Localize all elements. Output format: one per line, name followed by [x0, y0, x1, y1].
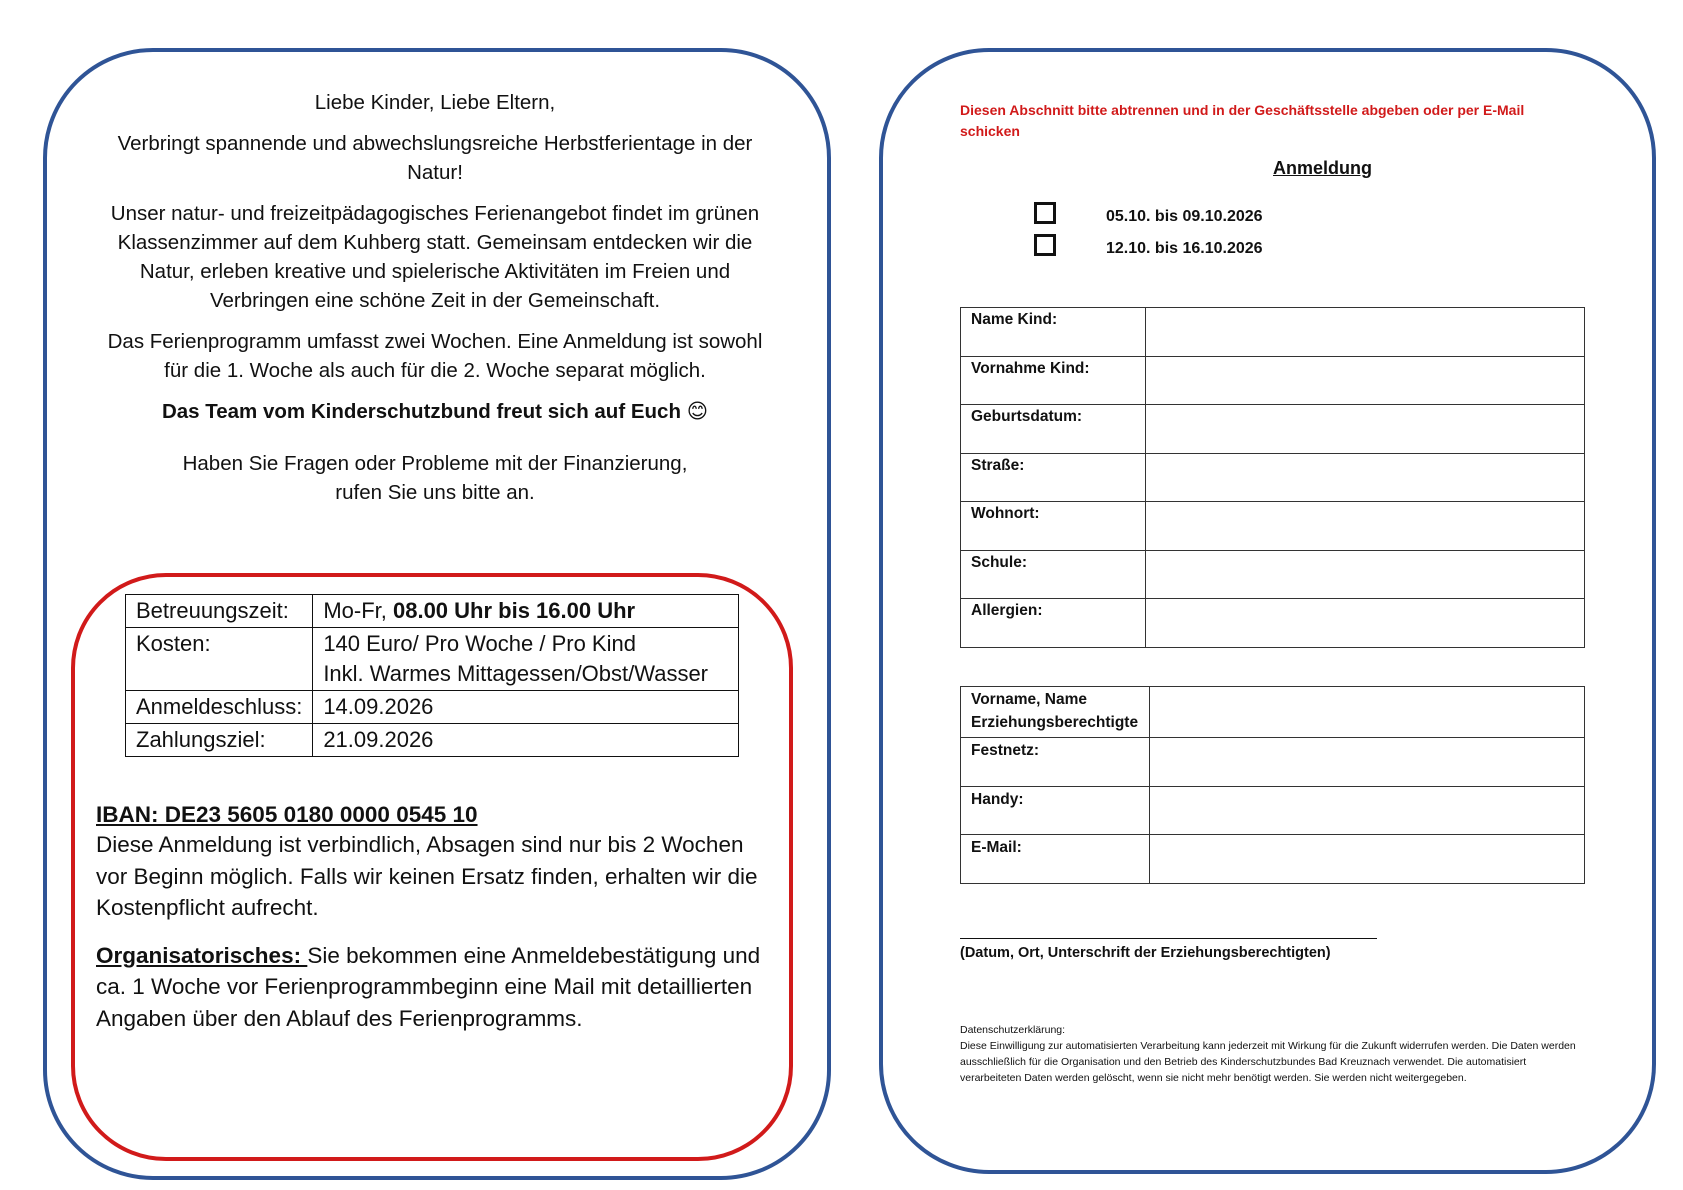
child-name-field[interactable]	[1146, 308, 1585, 357]
privacy-block	[960, 1022, 1590, 1086]
questions-line-1: Haben Sie Fragen oder Probleme mit der Finanzierung,	[182, 452, 688, 475]
description-text: Unser natur- und freizeitpädagogisches Ferienangebot findet im grünen Klassenzimmer auf dem Kuhberg statt. Gemeinsam entdecken wir die Natur, erleben kreative und spielerische Aktivitäten im Freien und Verbringen eine schöne Zeit in der Gemeinschaft.	[110, 202, 760, 312]
privacy-text: Diese Einwilligung zur automatisierten Verarbeitung kann jederzeit mit Wirkung für die Zukunft widerrufen werden. Die Daten werden ausschließlich für die Organisation und den Betrieb des Kinderschutzbundes Bad Kreuznach verwendet. Die automatisiert verarbeiteten Daten werden gelöscht, wenn sie nicht mehr benötigt werden. Sie werden nicht weitergegeben.	[960, 1040, 1576, 1084]
birthdate-field[interactable]	[1146, 405, 1585, 454]
care-hours: 08.00 Uhr bis 16.00 Uhr	[392, 598, 636, 623]
school-label: Schule:	[961, 550, 1146, 599]
parent-form-table	[960, 686, 1585, 884]
form-row	[961, 502, 1585, 551]
org-paragraph	[96, 940, 776, 1035]
week-2-label: 12.10. bis 16.10.2026	[1106, 240, 1263, 257]
birthdate-label: Geburtsdatum:	[961, 405, 1146, 454]
residence-label: Wohnort:	[961, 502, 1146, 551]
child-firstname-field[interactable]	[1146, 356, 1585, 405]
registration-heading: Anmeldung	[1273, 158, 1372, 178]
landline-label: Festnetz:	[961, 738, 1150, 787]
week-1-label: 05.10. bis 09.10.2026	[1106, 208, 1263, 225]
form-row	[961, 405, 1585, 454]
deadline-value: 14.09.2026	[313, 691, 739, 724]
info-row-payment	[126, 724, 739, 757]
info-row-deadline	[126, 691, 739, 724]
team-line	[95, 397, 775, 426]
email-label: E-Mail:	[961, 835, 1150, 884]
team-text: Das Team vom Kinderschutzbund freut sich auf Euch	[161, 400, 681, 423]
cost-value: 140 Euro/ Pro Woche / Pro Kind Inkl. Warmes Mittagessen/Obst/Wasser	[313, 628, 739, 691]
form-row	[961, 687, 1585, 738]
street-field[interactable]	[1146, 453, 1585, 502]
week-option-1[interactable]	[1034, 206, 1263, 228]
org-text: Sie bekommen eine Anmeldebestätigung und ca. 1 Woche vor Ferienprogrammbeginn eine Mail mit detaillierten Angaben über den Ablauf des Ferienprogramms.	[96, 942, 761, 1031]
deadline-label: Anmeldeschluss:	[126, 691, 313, 724]
form-row	[961, 453, 1585, 502]
intro-text: Verbringt spannende und abwechslungsreiche Herbstferientage in der Natur!	[117, 132, 753, 184]
allergies-field[interactable]	[1146, 599, 1585, 648]
mobile-label: Handy:	[961, 786, 1150, 835]
care-label: Betreuungszeit:	[126, 595, 313, 628]
child-firstname-label: Vornahme Kind:	[961, 356, 1146, 405]
program-text: Das Ferienprogramm umfasst zwei Wochen. Eine Anmeldung ist sowohl für die 1. Woche als auch für die 2. Woche separat möglich.	[107, 330, 763, 382]
info-intro-block	[95, 88, 775, 507]
payment-label: Zahlungsziel:	[126, 724, 313, 757]
payment-value: 21.09.2026	[313, 724, 739, 757]
form-row	[961, 308, 1585, 357]
info-row-care	[126, 595, 739, 628]
binding-text: Diese Anmeldung ist verbindlich, Absagen sind nur bis 2 Wochen vor Beginn möglich. Falls wir keinen Ersatz finden, erhalten wir die Kostenpflicht aufrecht.	[96, 832, 758, 920]
iban: IBAN: DE23 5605 0180 0000 0545 10	[96, 802, 478, 827]
form-row	[961, 356, 1585, 405]
info-row-cost	[126, 628, 739, 691]
landline-field[interactable]	[1150, 738, 1585, 787]
signature-caption: (Datum, Ort, Unterschrift der Erziehungsberechtigten)	[960, 945, 1331, 961]
street-label: Straße:	[961, 453, 1146, 502]
org-label: Organisatorisches:	[96, 942, 308, 968]
cost-label: Kosten:	[126, 628, 313, 691]
privacy-title: Datenschutzerklärung:	[960, 1024, 1066, 1036]
child-form-table	[960, 307, 1585, 648]
signature-line[interactable]	[960, 938, 1377, 939]
residence-field[interactable]	[1146, 502, 1585, 551]
email-field[interactable]	[1150, 835, 1585, 884]
mobile-field[interactable]	[1150, 786, 1585, 835]
guardian-name-field[interactable]	[1150, 687, 1585, 738]
smile-emoji-icon: 😊	[686, 400, 709, 423]
form-row	[961, 835, 1585, 884]
allergies-label: Allergien:	[961, 599, 1146, 648]
form-row	[961, 738, 1585, 787]
cut-notice: Diesen Abschnitt bitte abtrennen und in der Geschäftsstelle abgeben oder per E-Mail schicken	[960, 102, 1525, 139]
form-row	[961, 550, 1585, 599]
greeting: Liebe Kinder, Liebe Eltern,	[314, 91, 556, 114]
guardian-name-label: Vorname, Name Erziehungsberechtigte	[961, 687, 1150, 738]
week-option-2[interactable]	[1034, 238, 1263, 260]
form-row	[961, 599, 1585, 648]
questions-line-2: rufen Sie uns bitte an.	[335, 481, 535, 504]
week-2-checkbox[interactable]	[1034, 234, 1056, 256]
form-row	[961, 786, 1585, 835]
care-value: Mo-Fr, 08.00 Uhr bis 16.00 Uhr	[313, 595, 739, 628]
info-table	[125, 594, 739, 757]
school-field[interactable]	[1146, 550, 1585, 599]
child-name-label: Name Kind:	[961, 308, 1146, 357]
terms-block	[96, 801, 776, 1034]
week-1-checkbox[interactable]	[1034, 202, 1056, 224]
